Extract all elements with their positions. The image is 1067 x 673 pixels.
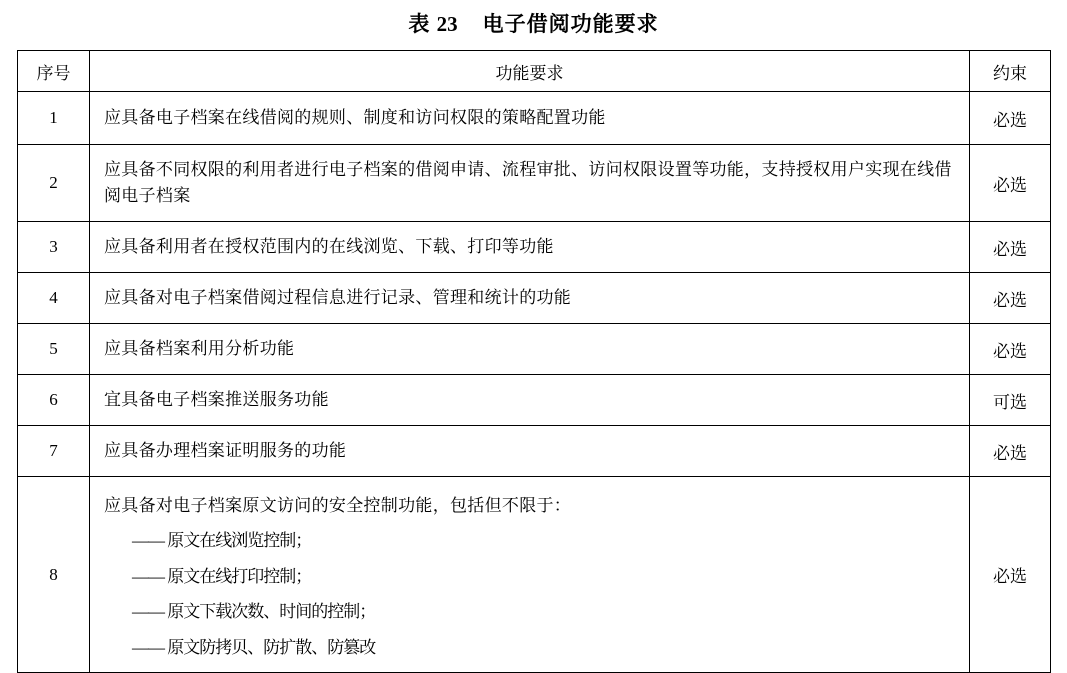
requirement-lead-text: 应具备对电子档案原文访问的安全控制功能，包括但不限于： (104, 496, 572, 516)
table-row (18, 222, 1051, 273)
table-body (18, 92, 1051, 673)
table-row (18, 145, 1051, 222)
requirement-item: —— 原文防拷贝、防扩散、防篡改 (132, 637, 376, 657)
cell-constraint: 必选 (970, 426, 1051, 477)
cell-sequence: 8 (18, 477, 90, 673)
requirement-item: —— 原文在线浏览控制； (132, 531, 312, 551)
caption-prefix: 表 (408, 12, 431, 36)
electronic-borrowing-requirements-table (17, 50, 1051, 673)
caption-title: 电子借阅功能要求 (482, 12, 659, 36)
cell-constraint: 必选 (970, 145, 1051, 222)
cell-requirement: 应具备档案利用分析功能 (90, 324, 970, 375)
cell-constraint: 必选 (970, 92, 1051, 145)
column-header-requirement: 功能要求 (90, 51, 970, 92)
column-header-constraint: 约束 (970, 51, 1051, 92)
requirement-item: —— 原文下载次数、时间的控制； (132, 602, 376, 622)
cell-constraint: 必选 (970, 324, 1051, 375)
cell-sequence: 5 (18, 324, 90, 375)
column-header-sequence: 序号 (18, 51, 90, 92)
table-container (0, 50, 1067, 673)
cell-sequence: 3 (18, 222, 90, 273)
table-row (18, 375, 1051, 426)
cell-constraint: 可选 (970, 375, 1051, 426)
cell-sequence: 2 (18, 145, 90, 222)
table-caption (0, 0, 1067, 50)
table-row (18, 92, 1051, 145)
table-row (18, 324, 1051, 375)
table-row (18, 273, 1051, 324)
cell-requirement: 应具备利用者在授权范围内的在线浏览、下载、打印等功能 (90, 222, 970, 273)
cell-requirement (90, 477, 970, 673)
cell-requirement: 应具备电子档案在线借阅的规则、制度和访问权限的策略配置功能 (90, 92, 970, 145)
caption-number: 23 (436, 12, 458, 36)
table-row (18, 477, 1051, 673)
cell-constraint: 必选 (970, 273, 1051, 324)
cell-requirement: 应具备办理档案证明服务的功能 (90, 426, 970, 477)
cell-sequence: 7 (18, 426, 90, 477)
cell-constraint: 必选 (970, 222, 1051, 273)
cell-sequence: 1 (18, 92, 90, 145)
table-header-row (18, 51, 1051, 92)
cell-requirement: 应具备对电子档案借阅过程信息进行记录、管理和统计的功能 (90, 273, 970, 324)
cell-requirement: 宜具备电子档案推送服务功能 (90, 375, 970, 426)
requirement-item: —— 原文在线打印控制； (132, 566, 312, 586)
table-row (18, 426, 1051, 477)
cell-requirement: 应具备不同权限的利用者进行电子档案的借阅申请、流程审批、访问权限设置等功能，支持授权用户实现在线借阅电子档案 (90, 145, 970, 222)
cell-sequence: 4 (18, 273, 90, 324)
table-header (18, 51, 1051, 92)
cell-constraint: 必选 (970, 477, 1051, 673)
cell-sequence: 6 (18, 375, 90, 426)
